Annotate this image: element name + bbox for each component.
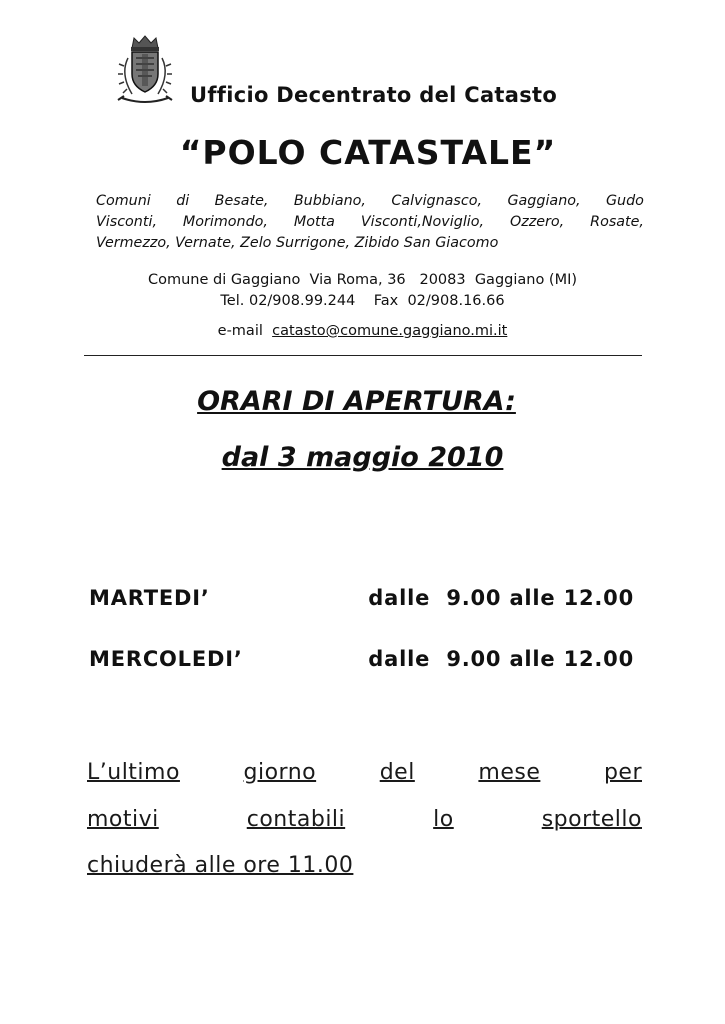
- opening-hours-heading: ORARI DI APERTURA:: [197, 386, 516, 417]
- word: giorno: [243, 760, 317, 785]
- word: Visconti,Noviglio,: [360, 214, 485, 230]
- word: Motta: [293, 214, 335, 230]
- schedule-hours: dalle 9.00 alle 12.00: [368, 647, 634, 671]
- word: Besate,: [214, 193, 269, 209]
- word: Gaggiano,: [507, 193, 581, 209]
- schedule-day: MERCOLEDI’: [89, 647, 243, 671]
- notice-closing-time: chiuderà alle ore 11.00: [87, 853, 354, 878]
- schedule-day: MARTEDI’: [89, 586, 210, 610]
- page-title: “POLO CATASTALE”: [179, 133, 557, 172]
- notice-line-1: [87, 760, 642, 785]
- office-name: Ufficio Decentrato del Catasto: [190, 83, 558, 107]
- word: del: [379, 760, 415, 785]
- municipalities-line-2: [96, 212, 644, 233]
- word: lo: [433, 807, 454, 832]
- email-link[interactable]: catasto@comune.gaggiano.mi.it: [272, 323, 508, 339]
- word: per: [603, 760, 642, 785]
- word: Bubbiano,: [293, 193, 366, 209]
- word: Ozzero,: [509, 214, 565, 230]
- phone-fax-line: Tel. 02/908.99.244 Fax 02/908.16.66: [220, 293, 505, 309]
- municipalities-list: [96, 191, 644, 254]
- word: Gudo: [605, 193, 644, 209]
- address-line: Comune di Gaggiano Via Roma, 36 20083 Gaggiano (MI): [147, 272, 578, 288]
- word: sportello: [541, 807, 642, 832]
- email-label: e-mail: [217, 323, 263, 339]
- notice-line-2: [87, 807, 642, 832]
- word: Rosate,: [590, 214, 644, 230]
- notice-line-3: [87, 853, 353, 878]
- word: Morimondo,: [182, 214, 268, 230]
- word: Visconti,: [96, 214, 157, 230]
- municipalities-line-1: [96, 191, 644, 212]
- word: Comuni: [96, 193, 151, 209]
- word: motivi: [87, 807, 159, 832]
- word: mese: [478, 760, 541, 785]
- opening-date: dal 3 maggio 2010: [221, 442, 504, 473]
- municipalities-line-3: Vermezzo, Vernate, Zelo Surrigone, Zibido San Giacomo: [96, 235, 499, 251]
- word: Calvignasco,: [391, 193, 483, 209]
- divider: [84, 355, 642, 356]
- municipal-crest-icon: [112, 34, 178, 106]
- schedule-hours: dalle 9.00 alle 12.00: [368, 586, 634, 610]
- word: di: [176, 193, 190, 209]
- email-line: [0, 323, 725, 339]
- word: L’ultimo: [87, 760, 180, 785]
- word: contabili: [246, 807, 346, 832]
